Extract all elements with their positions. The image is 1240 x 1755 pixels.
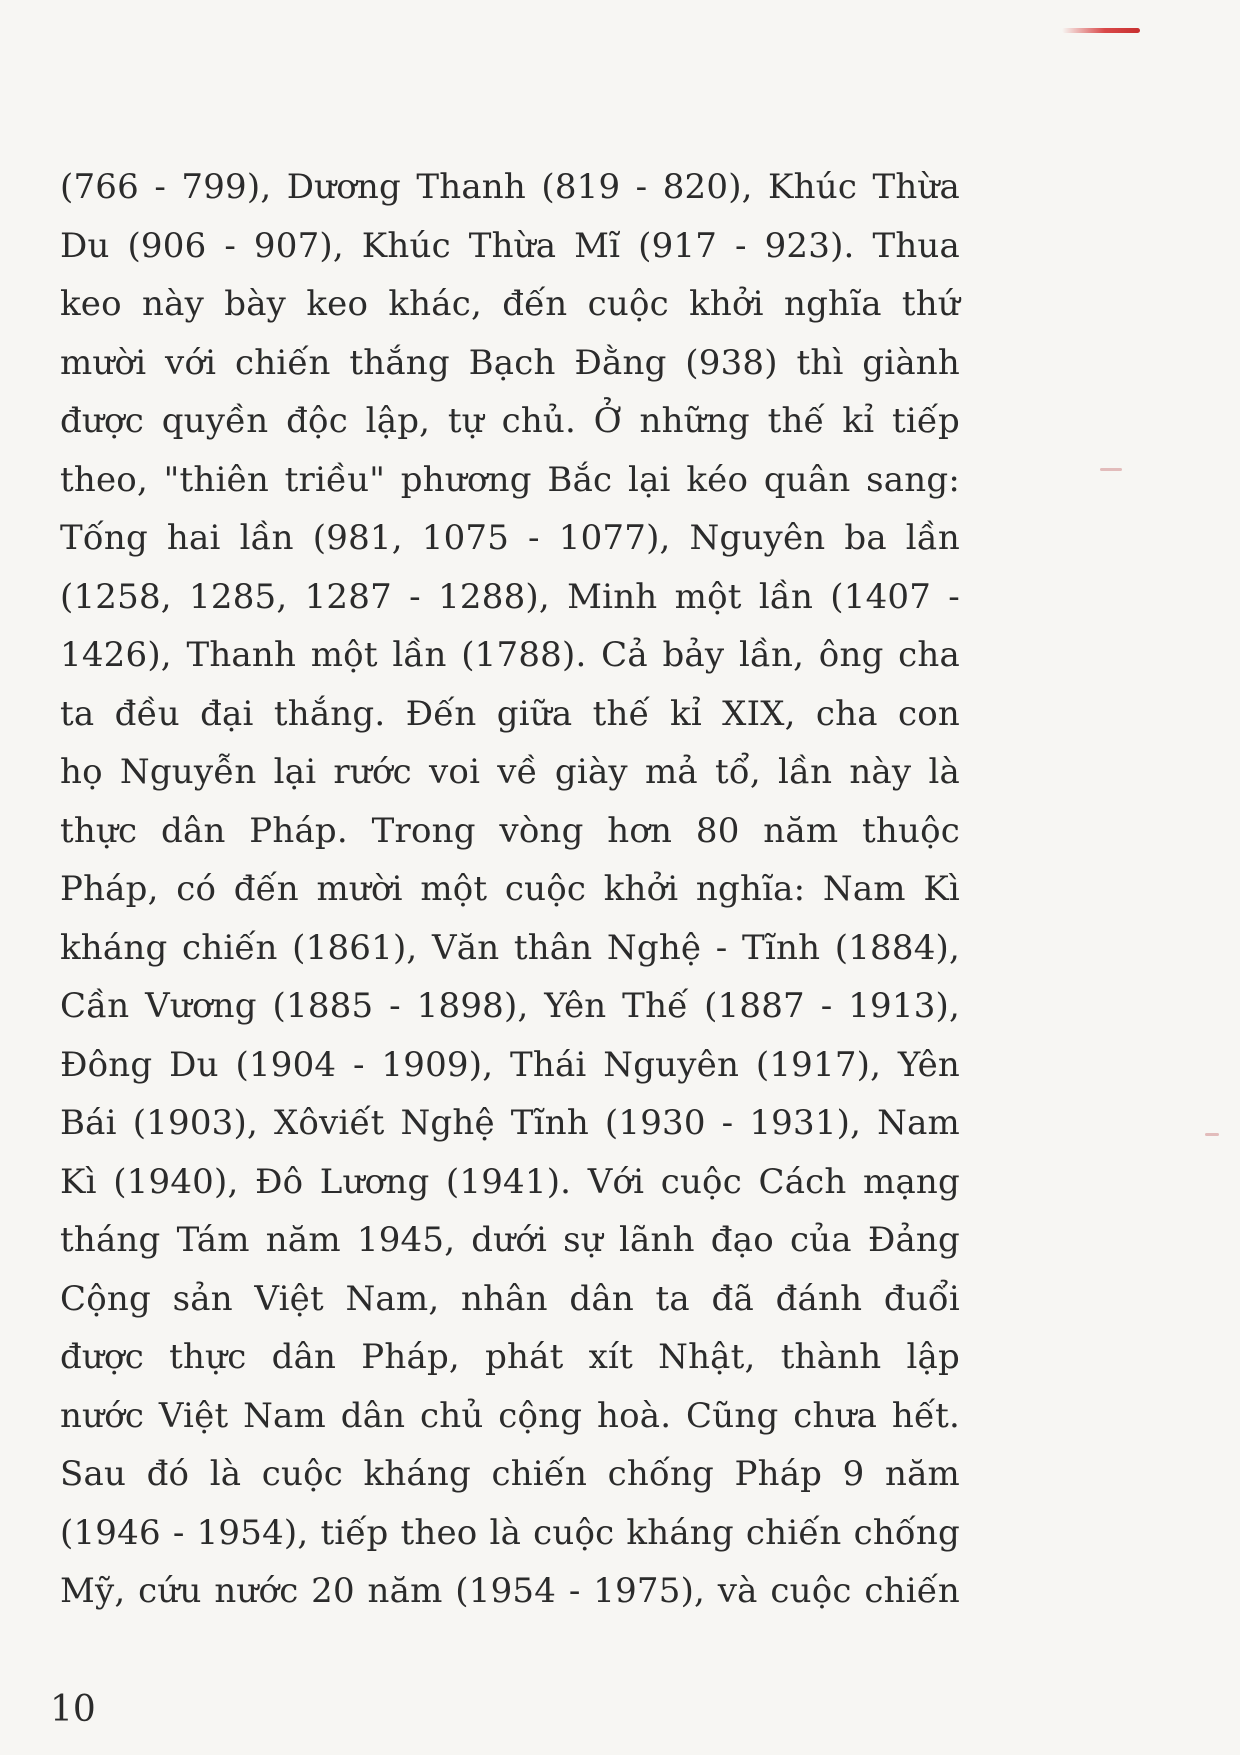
text-line: Mỹ, cứu nước 20 năm (1954 - 1975), và cuộc chiến [60,1571,960,1611]
text-line: kháng chiến (1861), Văn thân Nghệ - Tĩnh (1884), [60,927,960,968]
text-line: tháng Tám năm 1945, dưới sự lãnh đạo của Đảng [60,1220,960,1260]
text-line: 1426), Thanh một lần (1788). Cả bảy lần, ông cha [60,635,960,675]
text-line: Cộng sản Việt Nam, nhân dân ta đã đánh đuổi [60,1278,960,1319]
text-line: Du (906 - 907), Khúc Thừa Mĩ (917 - 923). Thua [60,225,960,266]
margin-mark [1100,468,1122,471]
text-line: được thực dân Pháp, phát xít Nhật, thành lập [60,1337,960,1377]
text-line: Bái (1903), Xôviết Nghệ Tĩnh (1930 - 1931), Nam [60,1103,960,1143]
text-line: Đông Du (1904 - 1909), Thái Nguyên (1917), Yên [60,1044,960,1085]
body-text [60,158,960,1621]
text-line: Sau đó là cuộc kháng chiến chống Pháp 9 năm [60,1454,960,1494]
text-line: keo này bày keo khác, đến cuộc khởi nghĩa thứ [60,284,960,324]
margin-mark [1205,1133,1219,1136]
text-line: Pháp, có đến mười một cuộc khởi nghĩa: Nam Kì [60,869,960,909]
text-line: Kì (1940), Đô Lương (1941). Với cuộc Cách mạng [60,1161,960,1202]
text-line: mười với chiến thắng Bạch Đằng (938) thì giành [60,342,960,383]
text-line: theo, "thiên triều" phương Bắc lại kéo quân sang: [60,459,960,500]
text-line: (1946 - 1954), tiếp theo là cuộc kháng chiến chống [60,1512,960,1553]
text-line: họ Nguyễn lại rước voi về giày mả tổ, lần này là [60,752,960,792]
text-line: (766 - 799), Dương Thanh (819 - 820), Khúc Thừa [60,167,960,207]
text-line: được quyền độc lập, tự chủ. Ở những thế kỉ tiếp [60,401,960,441]
text-line: nước Việt Nam dân chủ cộng hoà. Cũng chưa hết. [60,1395,960,1436]
text-line: thực dân Pháp. Trong vòng hơn 80 năm thuộc [60,810,960,851]
text-line: ta đều đại thắng. Đến giữa thế kỉ XIX, cha con [60,693,960,734]
red-ink-mark [1062,28,1140,33]
text-line: Tống hai lần (981, 1075 - 1077), Nguyên ba lần [60,518,960,558]
text-line: Cần Vương (1885 - 1898), Yên Thế (1887 - 1913), [60,986,960,1026]
page-number: 10 [50,1689,96,1730]
text-line: (1258, 1285, 1287 - 1288), Minh một lần (1407 - [60,576,960,617]
